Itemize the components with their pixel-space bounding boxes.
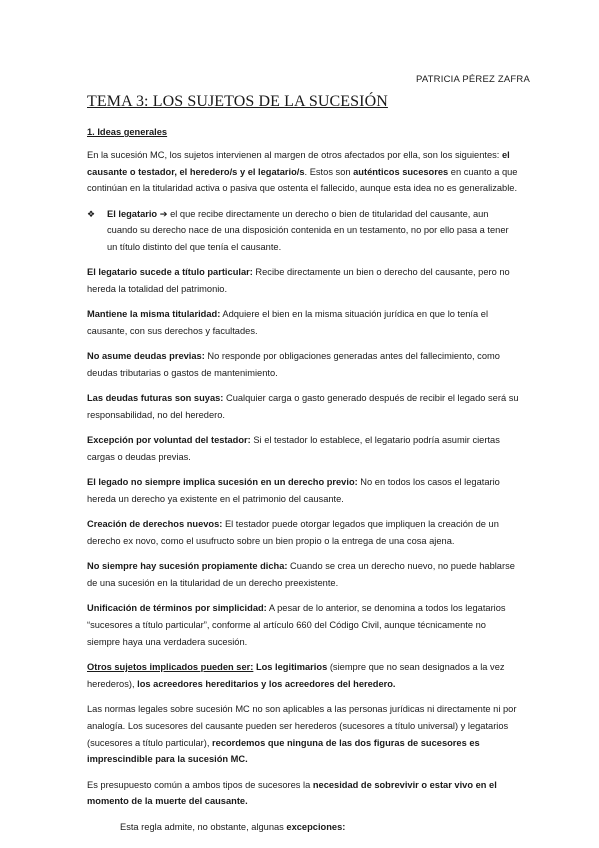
item-paragraph: El legatario sucede a título particular: Recibe directamente un bien o derecho del causante, pero no hereda la totalidad del patrimonio.	[87, 267, 510, 295]
section-heading: 1. Ideas generales	[87, 127, 168, 137]
item-paragraph: No siempre hay sucesión propiamente dicha: Cuando se crea un derecho nuevo, no puede hablarse de una sucesión en la titularidad de un derecho preexistente.	[87, 561, 515, 589]
legatario-bullet: ❖ El legatario ➔ el que recibe directamente un derecho o bien de titularidad del causante, aun cuando su derecho nace de una disposición contenida en un testamento, no por ello pasa a tener un título distinto del que tenía el causante.	[87, 206, 519, 256]
other-subjects-paragraph: Otros sujetos implicados pueden ser: Los legitimarios (siempre que no sean designados a la vez herederos), los acreedores hereditarios y los acreedores del heredero.	[87, 662, 505, 689]
item-paragraph: Creación de derechos nuevos: El testador puede otorgar legados que impliquen la creación de un derecho ex novo, como el usufructo sobre un bien propio o la entrega de una cosa ajena.	[87, 519, 499, 547]
author-header: PATRICIA PÉREZ ZAFRA	[416, 74, 530, 85]
exceptions-paragraph: Esta regla admite, no obstante, algunas excepciones:	[120, 821, 346, 832]
intro-paragraph: En la sucesión MC, los sujetos intervienen al margen de otros afectados por ella, son los siguientes: el causante o testador, el heredero/s y el legatario/s. Estos son auténticos sucesores en cuanto a que continúan en la titularidad activa o pasiva que ostenta el fallecido, aunque esta idea no es generalizable.	[87, 149, 518, 194]
item-paragraph: Mantiene la misma titularidad: Adquiere el bien en la misma situación jurídica en que lo tenía el causante, con sus derechos y facultades.	[87, 309, 489, 337]
page-title: TEMA 3: LOS SUJETOS DE LA SUCESIÓN	[87, 93, 388, 110]
common-premise-paragraph: Es presupuesto común a ambos tipos de sucesores la necesidad de sobrevivir o estar vivo en el momento de la muerte del causante.	[87, 779, 497, 807]
item-paragraph: Unificación de términos por simplicidad: A pesar de lo anterior, se denomina a todos los legatarios “sucesores a título particular”, conforme al artículo 660 del Código Civil, aunque técnicamente no siempre haya una verdadera sucesión.	[87, 603, 506, 647]
diamond-bullet-icon: ❖	[87, 208, 96, 219]
item-paragraph: Excepción por voluntad del testador: Si el testador lo establece, el legatario podría asumir ciertas cargas o deudas previas.	[87, 435, 500, 463]
item-paragraph: El legado no siempre implica sucesión en un derecho previo: No en todos los casos el legatario hereda un derecho ya existente en el patrimonio del causante.	[87, 477, 500, 505]
legal-norms-paragraph: Las normas legales sobre sucesión MC no son aplicables a las personas jurídicas ni directamente ni por analogía. Los sucesores del causante pueden ser herederos (sucesores a título universal) y legatarios (sucesores a título particular), recordemos que ninguna de las dos figuras de sucesores es imprescindible para la sucesión MC.	[87, 704, 517, 765]
document-body	[87, 124, 519, 844]
item-paragraph: No asume deudas previas: No responde por obligaciones generadas antes del fallecimiento, como deudas tributarias o gastos de mantenimiento.	[87, 351, 500, 379]
item-paragraph: Las deudas futuras son suyas: Cualquier carga o gasto generado después de recibir el legado será su responsabilidad, no del heredero.	[87, 393, 519, 421]
